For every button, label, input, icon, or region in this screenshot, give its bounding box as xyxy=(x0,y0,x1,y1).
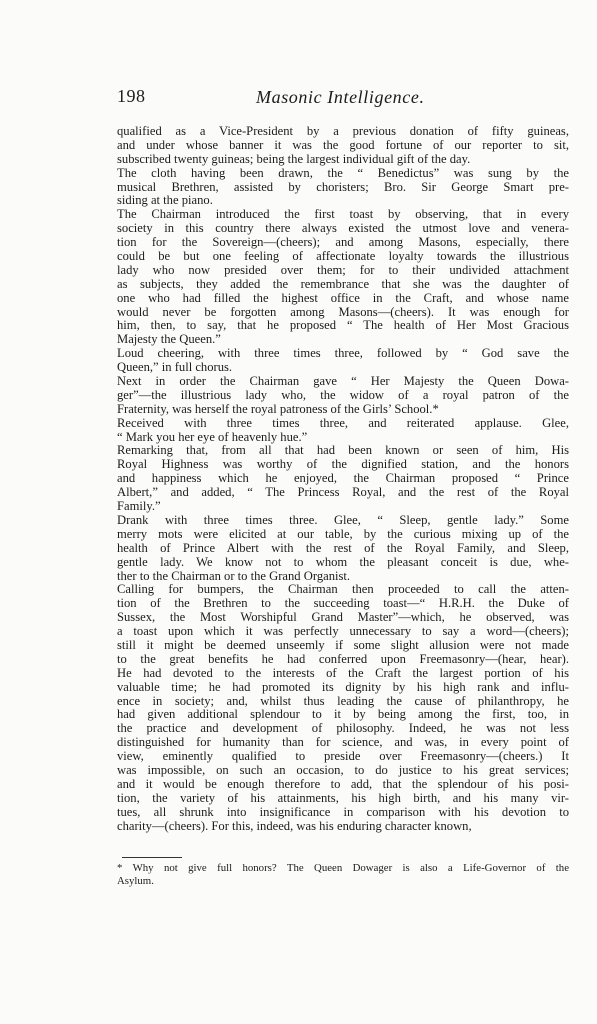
text-line: and it would be enough therefore to add, that the splendour of his posi- xyxy=(117,777,569,791)
text-line: gentle lady. We know not to whom the pleasant conceit is due, whe- xyxy=(117,555,569,569)
text-line: as subjects, they added the remembrance that she was the daughter of xyxy=(117,277,569,291)
text-line: Sussex, the Most Worshipful Grand Master”—which, he observed, was xyxy=(117,611,569,625)
footnote-rule xyxy=(122,857,182,858)
text-line: and happiness which he enjoyed, the Chairman proposed “ Prince xyxy=(117,472,569,486)
text-line: one who had filled the highest office in the Craft, and whose name xyxy=(117,291,569,305)
text-line: tues, all shrunk into insignificance in comparison with his devotion to xyxy=(117,805,569,819)
text-line: Received with three times three, and reiterated applause. Glee, xyxy=(117,416,569,430)
text-line: could be but one feeling of affectionate loyalty towards the illustrious xyxy=(117,250,569,264)
text-line: Next in order the Chairman gave “ Her Majesty the Queen Dowa- xyxy=(117,375,569,389)
text-line: Majesty the Queen.” xyxy=(117,333,221,347)
text-line: Drank with three times three. Glee, “ Sleep, gentle lady.” Some xyxy=(117,513,569,527)
text-line: was impossible, on such an occasion, to do justice to his great services; xyxy=(117,763,569,777)
text-line: merry mots were elicited at our table, by the curious mixing up of the xyxy=(117,527,569,541)
text-line: The cloth having been drawn, the “ Benedictus” was sung by the xyxy=(117,166,569,180)
text-line: would never be forgotten among Masons—(cheers). It was enough for xyxy=(117,305,569,319)
footnote xyxy=(117,862,569,888)
text-line: Royal Highness was worthy of the dignified station, and the honors xyxy=(117,458,569,472)
text-line: still it might be deemed unseemly if some slight allusion were not made xyxy=(117,638,569,652)
text-line: Loud cheering, with three times three, followed by “ God save the xyxy=(117,347,569,361)
text-line: ger”—the illustrious lady who, the widow of a royal patron of the xyxy=(117,388,569,402)
text-line: society in this country there always existed the utmost love and venera- xyxy=(117,222,569,236)
text-line: the practice and development of philosophy. Indeed, he was not less xyxy=(117,722,569,736)
running-title: Masonic Intelligence. xyxy=(256,87,425,107)
text-line: had given additional splendour to it by being among the first, too, in xyxy=(117,708,569,722)
text-line: qualified as a Vice-President by a previous donation of fifty guineas, xyxy=(117,125,569,138)
text-line: Calling for bumpers, the Chairman then proceeded to call the atten- xyxy=(117,583,569,597)
text-line: Queen,” in full chorus. xyxy=(117,361,233,375)
text-line: a toast upon which it was perfectly unnecessary to say a word—(cheers); xyxy=(117,625,569,639)
text-line: ther to the Chairman or to the Grand Organist. xyxy=(117,569,351,583)
text-line: him, then, to say, that he proposed “ The health of Her Most Gracious xyxy=(117,319,569,333)
text-line: to the great benefits he had conferred upon Freemasonry—(hear, hear). xyxy=(117,652,569,666)
text-line: tion for the Sovereign—(cheers); and among Masons, especially, there xyxy=(117,236,569,250)
text-line: siding at the piano. xyxy=(117,194,213,208)
text-line: Albert,” and added, “ The Princess Royal, and the rest of the Royal xyxy=(117,486,569,500)
text-line: Remarking that, from all that had been known or seen of him, His xyxy=(117,444,569,458)
page-header xyxy=(117,86,437,112)
text-line: valuable time; he had promoted its dignity by his high rank and influ- xyxy=(117,680,569,694)
page-number: 198 xyxy=(117,86,146,106)
text-line: “ Mark you her eye of heavenly hue.” xyxy=(117,430,308,444)
text-line: subscribed twenty guineas; being the largest individual gift of the day. xyxy=(117,152,471,166)
text-line: tion of the Brethren to the succeeding toast—“ H.R.H. the Duke of xyxy=(117,597,569,611)
text-line: tion, the variety of his attainments, his high birth, and his many vir- xyxy=(117,791,569,805)
text-line: Asylum. xyxy=(117,875,154,887)
text-line: The Chairman introduced the first toast by observing, that in every xyxy=(117,208,569,222)
text-line: view, eminently qualified to preside over Freemasonry—(cheers.) It xyxy=(117,750,569,764)
text-line: Fraternity, was herself the royal patroness of the Girls’ School.* xyxy=(117,402,439,416)
text-line: lady who now presided over them; for to their undivided attachment xyxy=(117,263,569,277)
text-line: and under whose banner it was the good fortune of our reporter to sit, xyxy=(117,138,569,152)
text-line: ence in society; and, whilst thus leading the cause of philanthropy, he xyxy=(117,694,569,708)
text-line: musical Brethren, assisted by choristers; Bro. Sir George Smart pre- xyxy=(117,180,569,194)
text-line: * Why not give full honors? The Queen Dowager is also a Life-Governor of the xyxy=(117,862,569,874)
text-line: health of Prince Albert with the rest of the Royal Family, and Sleep, xyxy=(117,541,569,555)
text-line: He had devoted to the interests of the Craft the largest portion of his xyxy=(117,666,569,680)
body-text xyxy=(117,125,569,833)
text-line: charity—(cheers). For this, indeed, was his enduring character known, xyxy=(117,819,472,833)
text-line: Family.” xyxy=(117,500,161,514)
text-line: distinguished for humanity than for science, and was, in every point of xyxy=(117,736,569,750)
